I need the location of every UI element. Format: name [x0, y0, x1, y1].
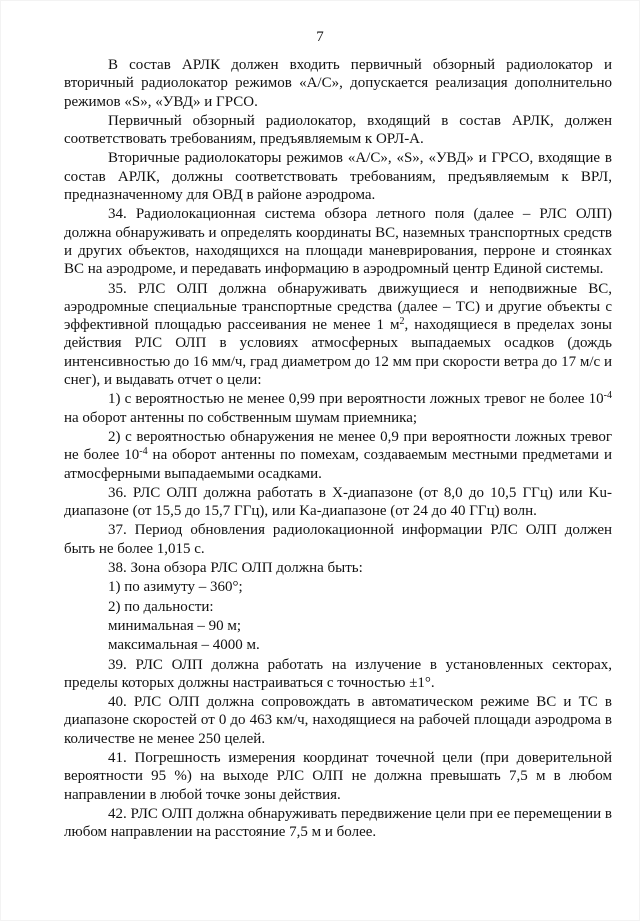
paragraph-41: 41. Погрешность измерения координат точечной цели (при доверительной вероятности 95 %) на выходе РЛС ОЛП не должна превышать 7,5 м в любом направлении в любой точке зоны действия. [64, 749, 612, 803]
paragraph-38-min-range: минимальная – 90 м; [108, 617, 242, 634]
paragraph-34: 34. Радиолокационная система обзора летного поля (далее – РЛС ОЛП) должна обнаруживать и определять координаты ВС, наземных транспортных средств и других объектов, находящихся на площади маневрирования, перроне и стоянках ВС на аэродроме, и передавать информацию в аэродромный центр Единой системы. [64, 206, 612, 278]
document-body [64, 56, 612, 841]
paragraph-38-item-1: 1) по азимуту – 360°; [108, 579, 243, 596]
paragraph-37: 37. Период обновления радиолокационной информации РЛС ОЛП должен быть не более 1,015 с. [64, 522, 612, 557]
paragraph-36: 36. РЛС ОЛП должна работать в Х-диапазоне (от 8,0 до 10,5 ГГц) или Ku-диапазоне (от 15,5 до 15,7 ГГц), или Ka-диапазоне (от 24 до 40 ГГц) волн. [64, 484, 612, 520]
paragraph-35-item-1: 1) с вероятностью не менее 0,99 при вероятности ложных тревог не более $10^{-4}$ на оборот антенны по собственным шумам приемника; [64, 390, 612, 426]
paragraph-38-max-range: максимальная – 4000 м. [108, 637, 260, 654]
paragraph-39: 39. РЛС ОЛП должна работать на излучение в установленных секторах, пределы которых должны настраиваться с точностью ±1°. [64, 656, 612, 691]
paragraph-40: 40. РЛС ОЛП должна сопровождать в автоматическом режиме ВС и ТС в диапазоне скоростей от 0 до 463 км/ч, находящиеся на рабочей площади аэродрома в количестве не менее 250 целей. [64, 694, 612, 747]
paragraph-38-item-2: 2) по дальности: [108, 598, 214, 615]
paragraph-secondary-radars: Вторичные радиолокаторы режимов «А/С», «S», «УВД» и ГРСО, входящие в состав АРЛК, должны соответствовать требованиям, предъявляемым к ВРЛ, предназначенному для ОВД в районе аэродрома. [64, 150, 612, 204]
page-number: 7 [316, 29, 324, 45]
paragraph-35: 35. РЛС ОЛП должна обнаруживать движущиеся и неподвижные ВС, аэродромные специальные транспортные средства (далее – ТС) и другие объекты с эффективной площадью рассеивания не менее 1 $м^2$, находящиеся в пределах зоны действия РЛС ОЛП в условиях атмосферных выпадаемых осадков (дождь интенсивностью до 16 мм/ч, град диаметром до 12 мм при скорости ветра до 17 м/с и снег), и выдавать отчет о цели: [64, 280, 612, 389]
paragraph-primary-radar: Первичный обзорный радиолокатор, входящий в состав АРЛК, должен соответствовать требованиям, предъявляемым к ОРЛ-А. [64, 112, 612, 148]
paragraph-38: 38. Зона обзора РЛС ОЛП должна быть: [108, 560, 363, 577]
paragraph-35-item-2: 2) с вероятностью обнаружения не менее 0,9 при вероятности ложных тревог не более $10^{-4}$ на оборот антенны по помехам, создаваемым местными предметами и атмосферными выпадаемыми осадками. [64, 428, 613, 482]
paragraph-arlk-composition: В состав АРЛК должен входить первичный обзорный радиолокатор и вторичный радиолокатор режимов «А/С», допускается реализация дополнительно режимов «S», «УВД» и ГРСО. [64, 57, 612, 110]
paragraph-42: 42. РЛС ОЛП должна обнаруживать передвижение цели при ее перемещении в любом направлении на расстояние 7,5 м и более. [64, 805, 612, 841]
